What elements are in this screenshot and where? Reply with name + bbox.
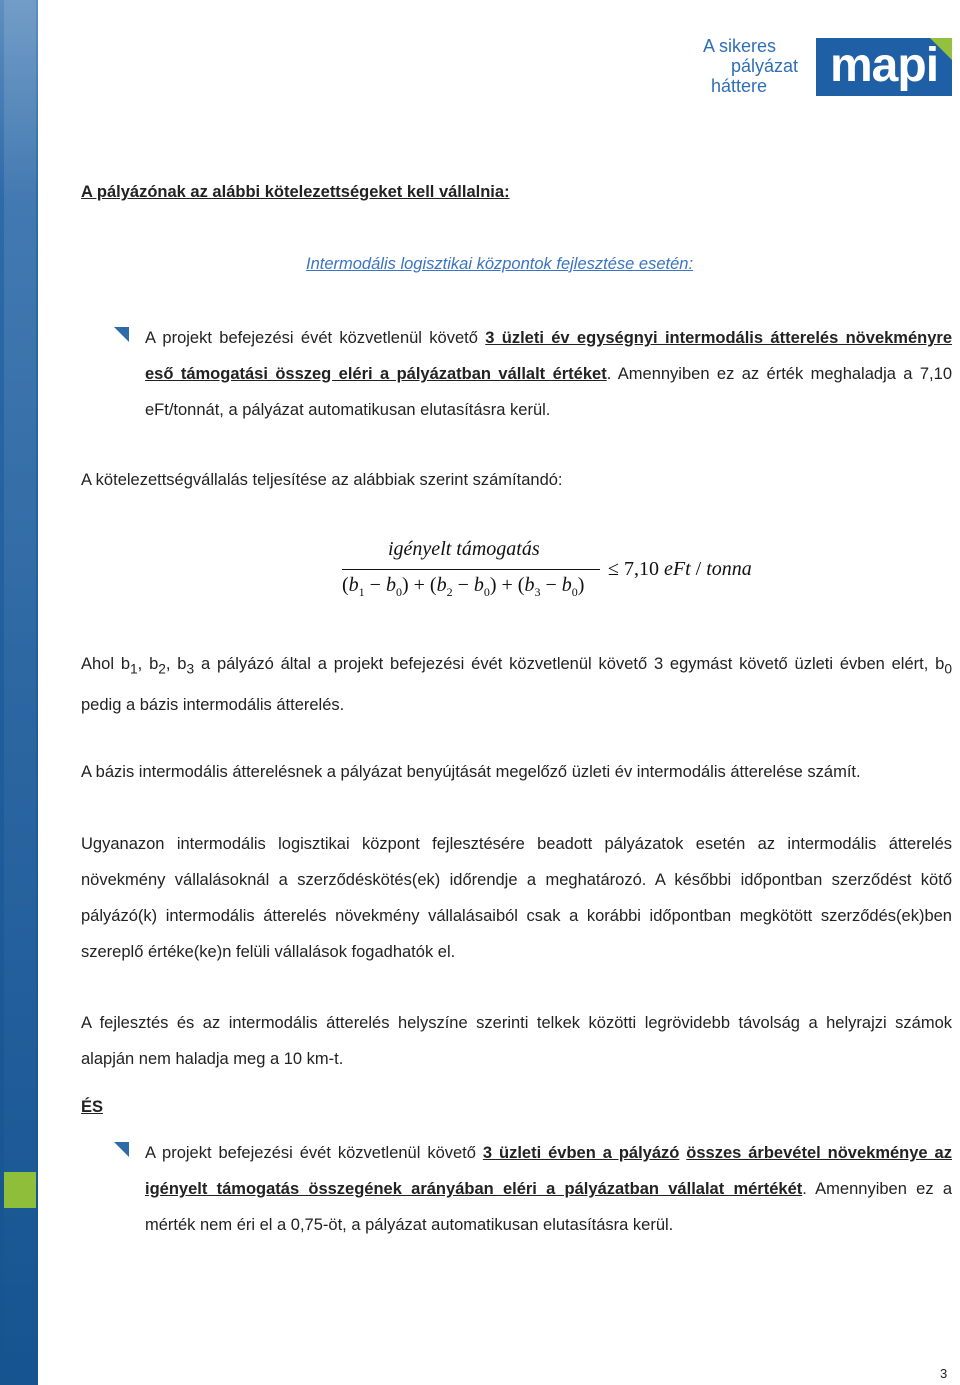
paragraph-distance: A fejlesztés és az intermodális átterelés helyszíne szerinti telkek közötti legrövidebb távolság a helyrajzi számok alapján nem haladja meg a 10 km-t. <box>81 1014 952 1068</box>
bullet2-rest: . Amennyiben ez a mérték nem éri el a 0,75-öt, a pályázat automatikusan elutasításra kerül. <box>145 1180 952 1234</box>
logo-text: mapi <box>830 39 939 92</box>
bullet-paragraph-2 <box>145 1135 952 1243</box>
left-stripe-green-accent <box>4 1172 36 1208</box>
tagline-line-2: pályázat <box>731 56 799 76</box>
formula-intro: A kötelezettségvállalás teljesítése az alábbiak szerint számítandó: <box>81 471 563 489</box>
mapi-logo <box>816 38 952 96</box>
formula <box>340 538 820 608</box>
page-number: 3 <box>940 1366 948 1381</box>
bullet2-part2: összes árbevétel növekménye az igényelt támogatás összegének arányában eléri a pályázatban vállalat mértékét <box>145 1144 952 1198</box>
bullet-marker-icon <box>114 327 129 342</box>
bullet1-intro: A projekt befejezési évét közvetlenül követő <box>145 329 486 347</box>
es-conjunction: ÉS <box>81 1098 104 1116</box>
formula-rhs: ≤ 7,10 eFt / tonna <box>608 558 752 580</box>
tagline-line-1: A sikeres <box>703 36 777 56</box>
tagline-line-3: háttere <box>711 76 768 96</box>
formula-denominator: $(b_1 - b_0) + (b_2 - b_0) + (b_3 - b_0)$ <box>342 574 585 599</box>
formula-fraction-line <box>342 569 600 570</box>
formula-numerator: igényelt támogatás <box>388 538 540 560</box>
bullet2-intro: A projekt befejezési évét közvetlenül követő <box>145 1144 483 1162</box>
paragraph-where: Ahol $b_1$, $b_2$, $b_3$ a pályázó által a projekt befejezési évét közvetlenül követő 3 egymást követő üzleti évben elért, $b_0$ pedig a bázis intermodális átterelés. <box>81 655 952 715</box>
logo-tagline <box>703 36 811 96</box>
bullet-marker-icon <box>114 1142 129 1157</box>
section-subheading: Intermodális logisztikai központok fejlesztése esetén: <box>306 255 694 273</box>
paragraph-basis: A bázis intermodális átterelésnek a pályázat benyújtását megelőző üzleti év intermodális átterelése számít. <box>81 763 861 781</box>
paragraph-same-center: Ugyanazon intermodális logisztikai központ fejlesztésére beadott pályázatok esetén az intermodális átterelés növekmény vállalásoknál a szerződéskötés(ek) időrendje a meghatározó. A későbbi időpontban szerződést kötő pályázó(k) intermodális átterelés növekmény vállalásaiból csak a korábbi időpontban megkötött szerződés(ek)ben szereplő értéke(ke)n felüli vállalások fogadhatók el. <box>81 835 952 961</box>
bullet1-commitment: 3 üzleti év egységnyi intermodális átterelés növekményre eső támogatási összeg eléri a pályázatban vállalt értéket <box>145 329 952 383</box>
bullet1-rest: . Amennyiben ez az érték meghaladja a 7,10 eFt/tonnát, a pályázat automatikusan elutasításra kerül. <box>145 365 952 419</box>
bullet-paragraph-1 <box>145 320 952 428</box>
page-heading: A pályázónak az alábbi kötelezettségeket kell vállalnia: <box>81 183 510 201</box>
bullet2-part1: 3 üzleti évben a pályázó <box>482 1144 680 1162</box>
